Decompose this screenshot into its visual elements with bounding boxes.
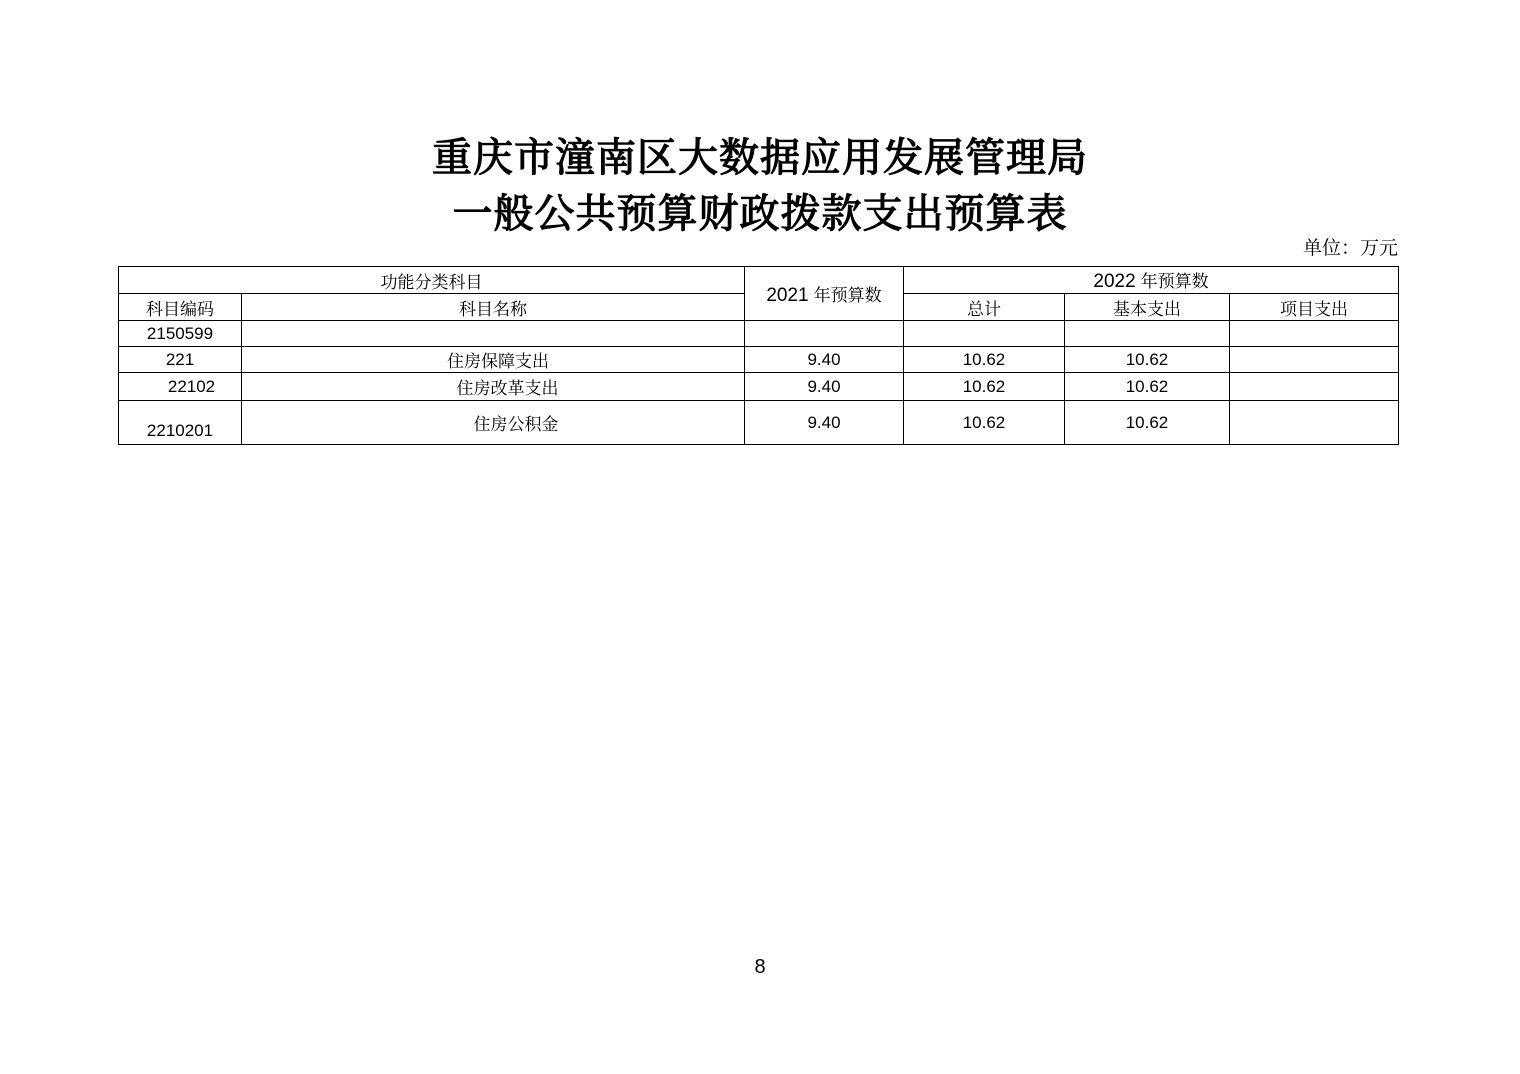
table-header-row-1	[119, 267, 1399, 294]
table-row	[119, 347, 1399, 373]
header-project-expenditure: 项目支出	[1230, 294, 1399, 321]
cell-budget-2021: 9.40	[745, 347, 904, 373]
cell-subject-name	[242, 321, 745, 347]
table-row	[119, 373, 1399, 401]
document-title-line1: 重庆市潼南区大数据应用发展管理局	[432, 135, 1088, 180]
cell-basic-expenditure	[1065, 321, 1230, 347]
header-budget-2021-year: 2021	[766, 284, 809, 306]
cell-total: 10.62	[904, 401, 1065, 445]
header-budget-2021	[745, 267, 904, 321]
header-function-group: 功能分类科目	[119, 267, 745, 294]
cell-basic-expenditure: 10.62	[1065, 401, 1230, 445]
cell-subject-name: 住房公积金	[242, 401, 745, 445]
unit-label: 单位：万元	[1302, 238, 1398, 259]
cell-budget-2021	[745, 321, 904, 347]
table-row	[119, 321, 1399, 347]
header-budget-2022-year: 2022	[1093, 271, 1136, 292]
title-block	[0, 130, 1520, 242]
cell-basic-expenditure: 10.62	[1065, 373, 1230, 401]
cell-subject-code: 2210201	[119, 401, 242, 445]
document-title-line2: 一般公共预算财政拨款支出预算表	[452, 191, 1068, 236]
cell-total: 10.62	[904, 373, 1065, 401]
header-budget-2022-label: 年预算数	[1140, 272, 1209, 291]
cell-budget-2021: 9.40	[745, 373, 904, 401]
cell-project-expenditure	[1230, 321, 1399, 347]
cell-project-expenditure	[1230, 373, 1399, 401]
table-row	[119, 401, 1399, 445]
cell-subject-code: 2150599	[119, 321, 242, 347]
cell-total: 10.62	[904, 347, 1065, 373]
cell-subject-name: 住房改革支出	[242, 373, 745, 401]
budget-table	[118, 266, 1399, 445]
header-subject-code: 科目编码	[119, 294, 242, 321]
cell-basic-expenditure: 10.62	[1065, 347, 1230, 373]
cell-budget-2021: 9.40	[745, 401, 904, 445]
cell-subject-name: 住房保障支出	[242, 347, 745, 373]
cell-subject-code: 221	[119, 347, 242, 373]
cell-subject-code: 22102	[119, 373, 242, 401]
cell-project-expenditure	[1230, 401, 1399, 445]
page-number: 8	[754, 956, 766, 978]
header-subject-name: 科目名称	[242, 294, 745, 321]
header-budget-2022	[904, 267, 1399, 294]
cell-project-expenditure	[1230, 347, 1399, 373]
cell-total	[904, 321, 1065, 347]
header-budget-2021-label: 年预算数	[813, 285, 882, 305]
header-total: 总计	[904, 294, 1065, 321]
header-basic-expenditure: 基本支出	[1065, 294, 1230, 321]
